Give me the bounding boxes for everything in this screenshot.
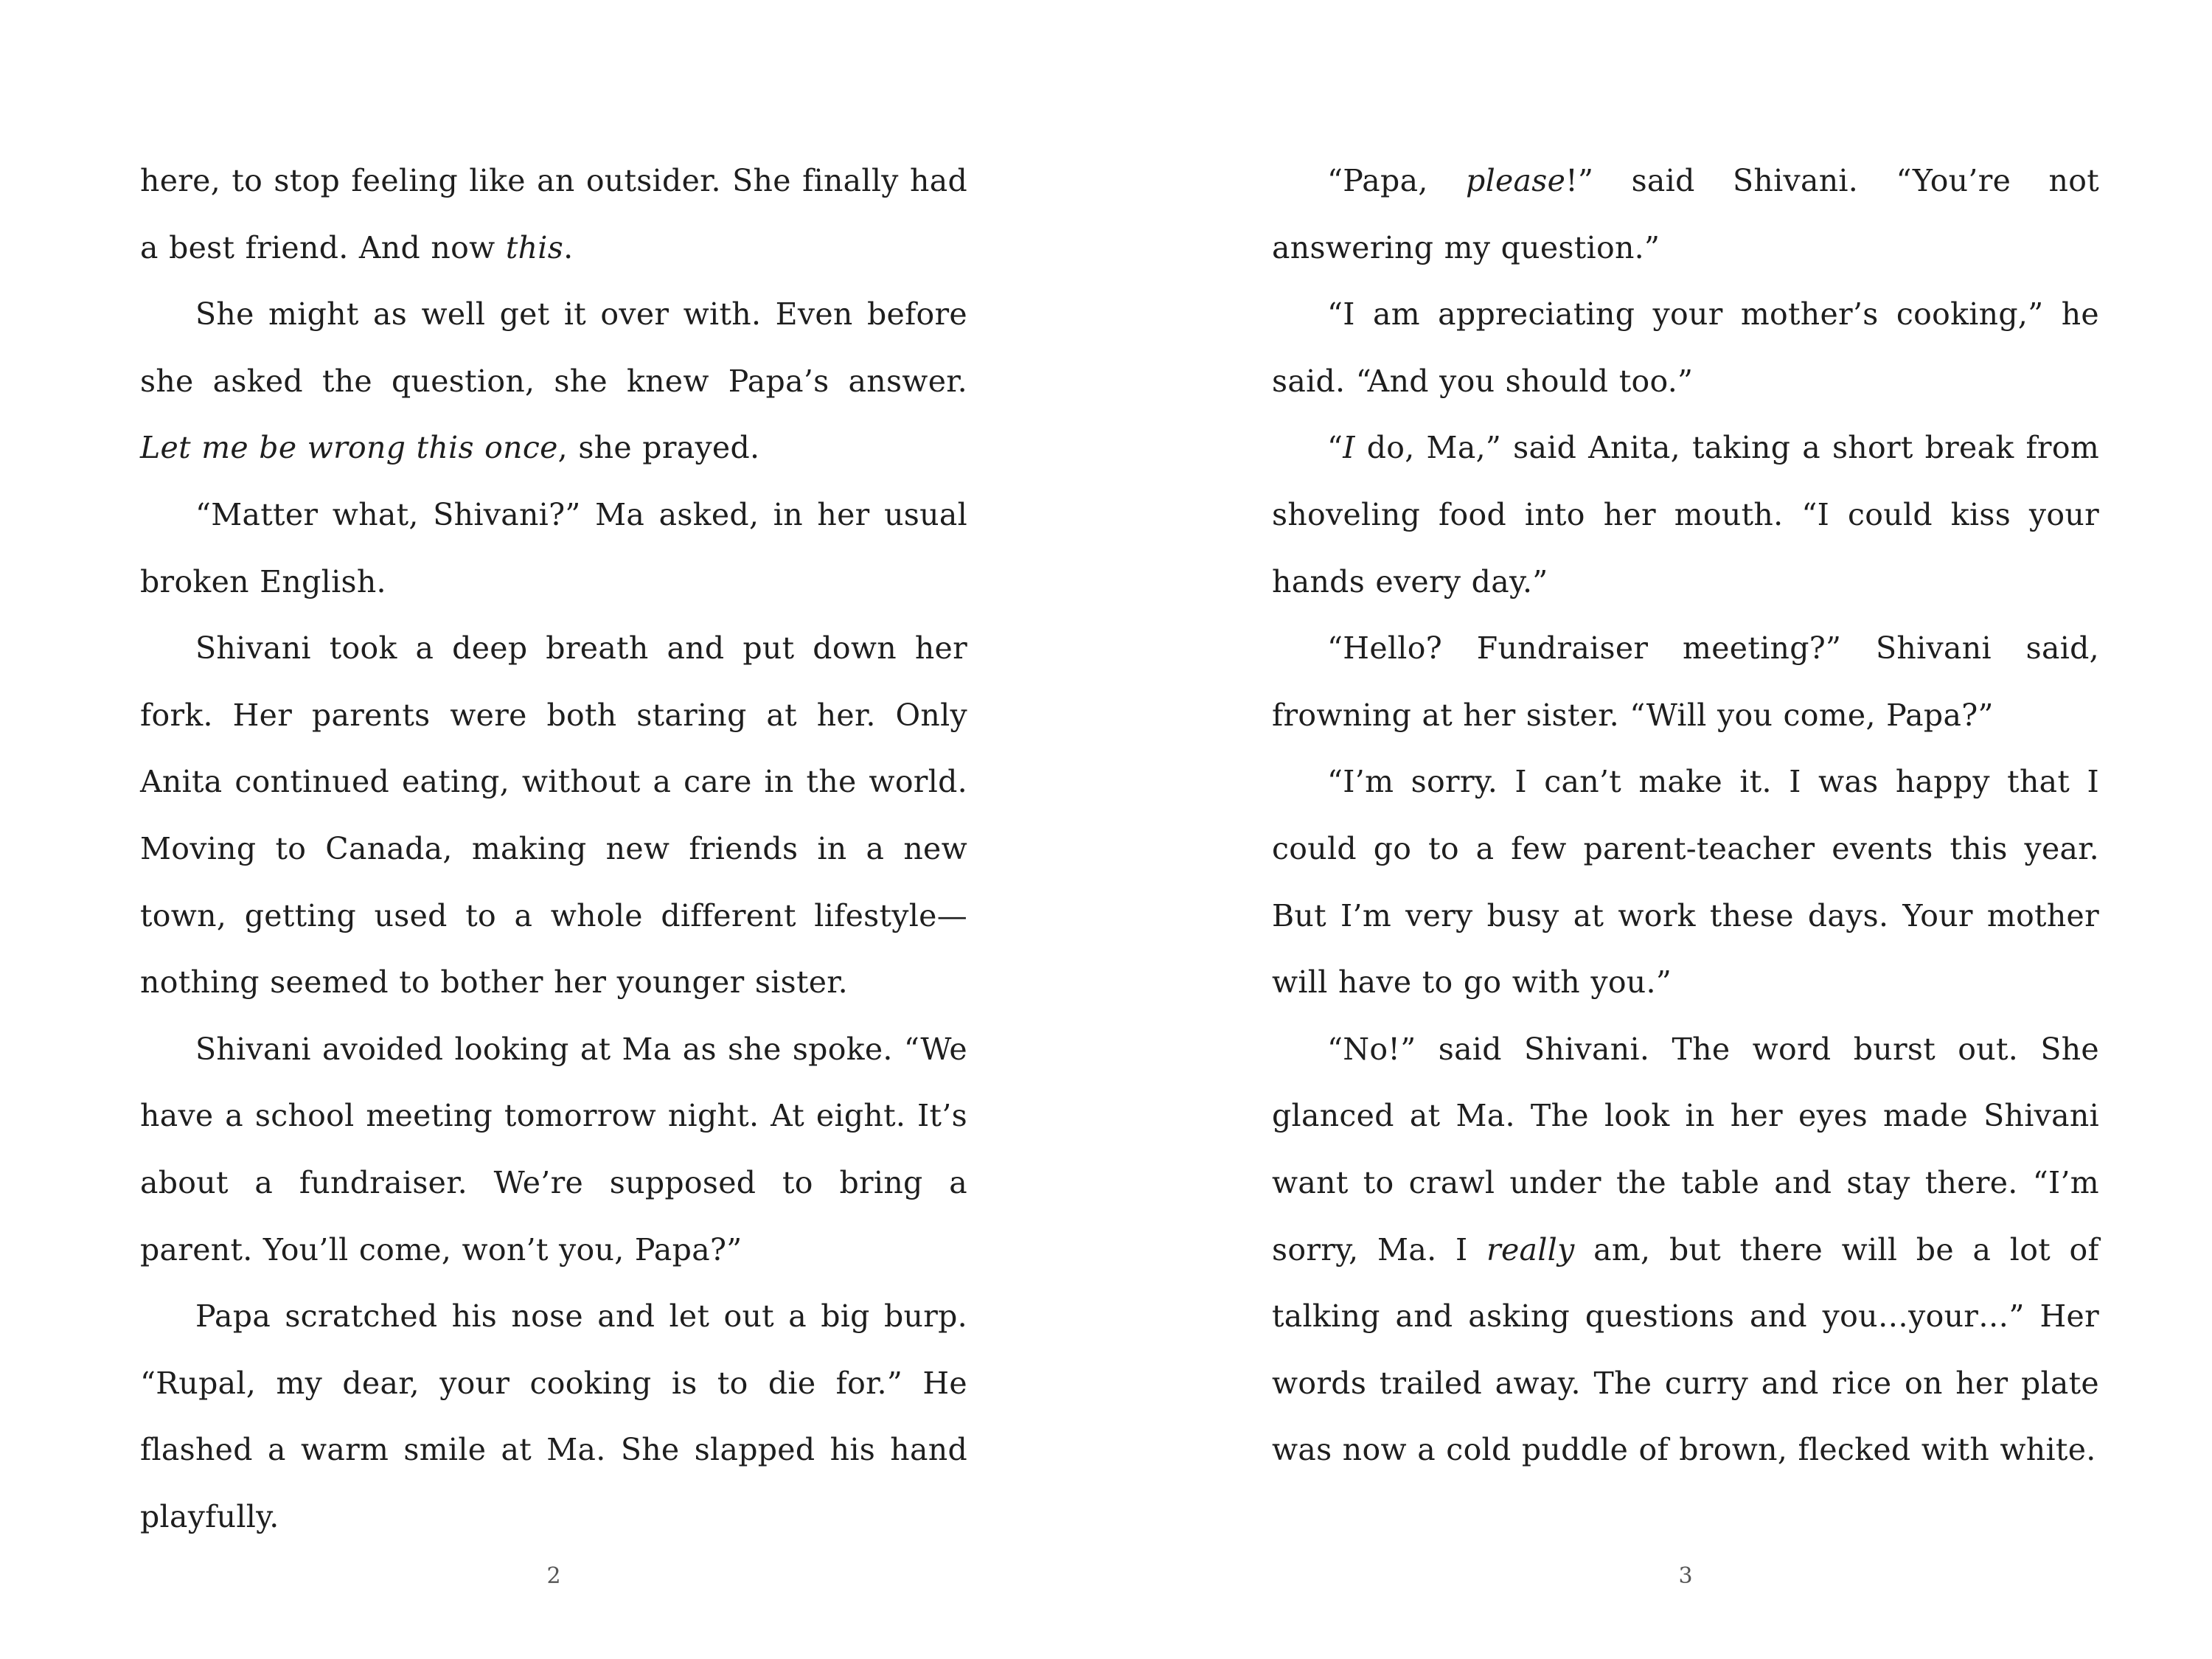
paragraph [140,147,967,281]
paragraph [1272,414,2099,615]
text-span: . [563,229,574,265]
text-span: , she prayed. [557,430,760,466]
paragraph [1272,748,2099,1015]
paragraph [140,615,967,1016]
text-span: !” said Shivani. “You’re not answering my question.” [1272,163,2099,265]
paragraph [1272,1016,2099,1484]
text-span: do, Ma,” said Anita, taking a short break from shoveling food into her mouth. “I could kiss your hands every day.” [1272,430,2099,599]
text-span: “Matter what, Shivani?” Ma asked, in her usual broken English. [140,496,967,599]
text-span: “Hello? Fundraiser meeting?” Shivani said, frowning at her sister. “Will you come, Papa?” [1272,630,2099,733]
text-span: “I am appreciating your mother’s cooking,” he said. “And you should too.” [1272,296,2099,399]
text-span: “ [1327,430,1343,466]
italic-text-span: really [1486,1231,1575,1267]
paragraph [140,1283,967,1550]
right-page-body [1272,147,2099,1484]
right-page [1272,147,2100,1589]
paragraph [140,281,967,481]
italic-text-span: I [1343,430,1355,466]
italic-text-span: Let me be wrong this once [140,430,558,466]
left-page [140,147,967,1589]
left-page-body [140,147,967,1550]
paragraph [140,481,967,615]
text-span: here, to stop feeling like an outsider. She finally had a best friend. And now [140,163,967,265]
page-number: 2 [546,1563,561,1589]
text-span: “Papa, [1327,163,1467,198]
paragraph [1272,615,2099,748]
italic-text-span: please [1466,163,1566,198]
page-number: 3 [1678,1563,1693,1589]
paragraph [140,1016,967,1283]
paragraph [1272,147,2099,281]
text-span: “I’m sorry. I can’t make it. I was happy that I could go to a few parent-teacher events this year. But I’m very busy at work these days. Your mother will have to go with you.” [1272,764,2099,1001]
text-span: Papa scratched his nose and let out a big burp. “Rupal, my dear, your cooking is to die for.” He flashed a warm smile at Ma. She slapped his hand playfully. [140,1298,967,1534]
paragraph [1272,281,2099,414]
text-span: She might as well get it over with. Even before she asked the question, she knew Papa’s answer. [140,296,967,399]
italic-text-span: this [505,229,564,265]
text-span: Shivani took a deep breath and put down her fork. Her parents were both staring at her. Only Anita continued eating, without a care in the world. Moving to Canada, making new friends in a new town, getting used to a whole different lifestyle—nothing seemed to bother her younger sister. [140,630,967,1001]
text-span: Shivani avoided looking at Ma as she spoke. “We have a school meeting tomorrow night. At eight. It’s about a fundraiser. We’re supposed to bring a parent. You’ll come, won’t you, Papa?” [140,1031,967,1267]
text-span: am, but there will be a lot of talking and asking questions and you…your…” Her words trailed away. The curry and rice on her plate was now a cold puddle of brown, flecked with white. [1272,1231,2100,1468]
text-span: “No!” said Shivani. The word burst out. She glanced at Ma. The look in her eyes made Shivani want to crawl under the table and stay there. “I’m sorry, Ma. I [1272,1031,2099,1267]
